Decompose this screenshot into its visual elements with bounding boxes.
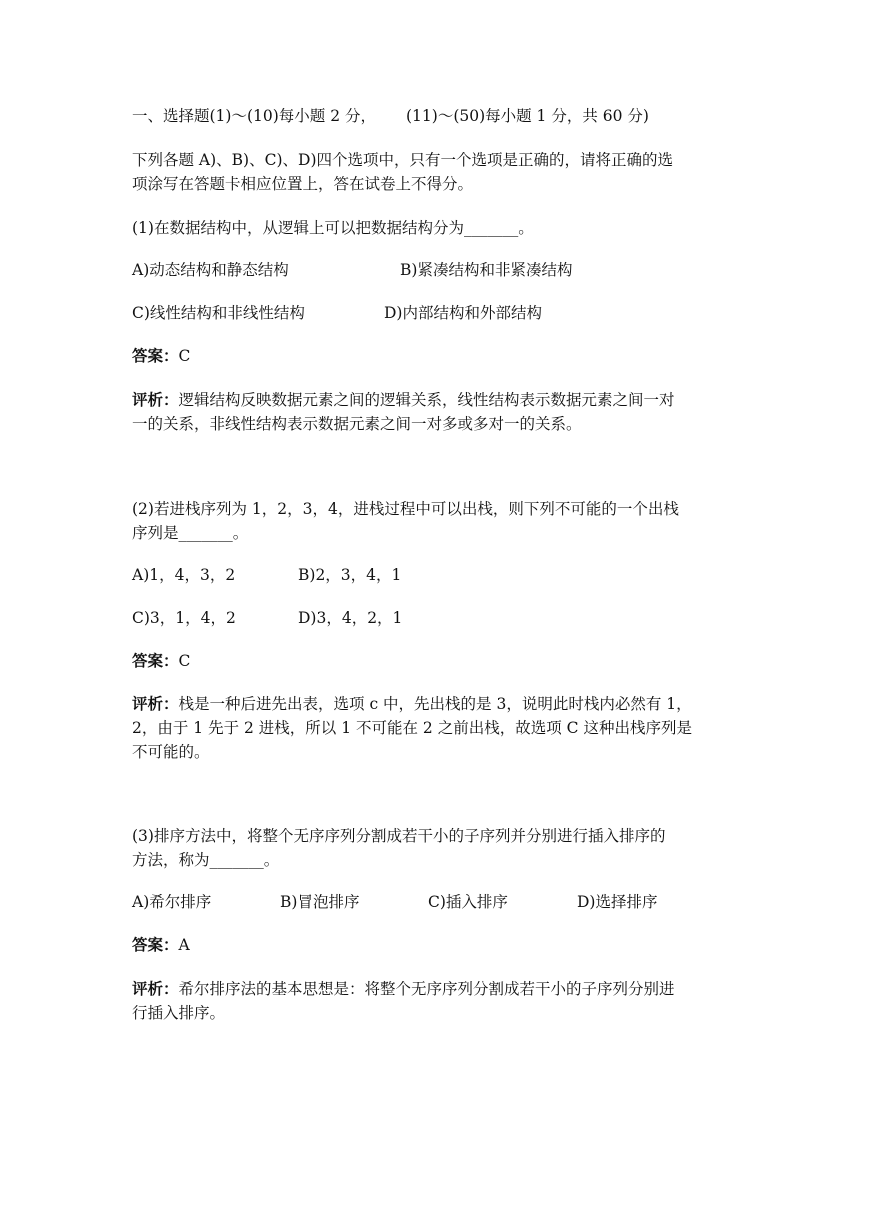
question-2-analysis-line-1 xyxy=(132,694,692,714)
question-2-option-b: B)2，3，4，1 xyxy=(298,566,402,584)
question-1-option-b: B)紧凑结构和非紧凑结构 xyxy=(400,261,573,279)
section-heading-part1: 一、选择题(1)～(10)每小题 2 分， xyxy=(132,107,376,125)
question-3-stem-line-1: (3)排序方法中，将整个无序序列分割成若干小的子序列并分别进行插入排序的 xyxy=(132,827,666,845)
question-2-answer xyxy=(132,651,190,671)
answer-label: 答案： xyxy=(132,652,179,670)
section-heading-part2: (11)～(50)每小题 1 分，共 60 分) xyxy=(406,107,649,125)
question-1-option-c: C)线性结构和非线性结构 xyxy=(132,304,305,322)
answer-value: A xyxy=(178,936,190,954)
question-1-option-d: D)内部结构和外部结构 xyxy=(384,304,542,322)
question-1-answer xyxy=(132,346,190,366)
analysis-text: 希尔排序法的基本思想是：将整个无序序列分割成若干小的子序列分别进 xyxy=(178,980,675,998)
question-1-option-a: A)动态结构和静态结构 xyxy=(132,261,289,279)
question-2-option-d: D)3，4，2，1 xyxy=(298,609,403,627)
question-2-option-a: A)1，4，3，2 xyxy=(132,566,236,584)
question-3-option-b: B)冒泡排序 xyxy=(280,893,360,911)
question-3-analysis-line-1 xyxy=(132,979,675,999)
question-3-analysis-line-2: 行插入排序。 xyxy=(132,1004,226,1022)
section-heading xyxy=(132,106,649,126)
question-3-stem-line-2: 方法，称为_______。 xyxy=(132,851,280,869)
question-2-stem-line-2: 序列是_______。 xyxy=(132,524,249,542)
question-2-option-c: C)3，1，4，2 xyxy=(132,609,236,627)
analysis-label: 评析： xyxy=(132,695,179,713)
analysis-text: 栈是一种后进先出表，选项 c 中，先出栈的是 3，说明此时栈内必然有 1， xyxy=(178,695,692,713)
answer-value: C xyxy=(178,652,191,670)
answer-label: 答案： xyxy=(132,347,179,365)
question-2-analysis-line-2: 2，由于 1 先于 2 进栈，所以 1 不可能在 2 之前出栈，故选项 C 这种出栈序列是 xyxy=(132,719,692,737)
question-1-analysis-line-1 xyxy=(132,390,675,410)
analysis-label: 评析： xyxy=(132,980,179,998)
answer-value: C xyxy=(178,347,191,365)
analysis-text: 逻辑结构反映数据元素之间的逻辑关系，线性结构表示数据元素之间一对 xyxy=(178,391,675,409)
question-3-option-c: C)插入排序 xyxy=(428,893,508,911)
question-3-option-d: D)选择排序 xyxy=(577,893,658,911)
question-3-answer xyxy=(132,935,190,955)
question-1-analysis-line-2: 一的关系，非线性结构表示数据元素之间一对多或多对一的关系。 xyxy=(132,415,582,433)
instruction-line-1: 下列各题 A)、B)、C)、D)四个选项中，只有一个选项是正确的，请将正确的选 xyxy=(132,151,673,169)
question-1-stem: (1)在数据结构中，从逻辑上可以把数据结构分为_______。 xyxy=(132,219,534,237)
question-2-analysis-line-3: 不可能的。 xyxy=(132,743,210,761)
analysis-label: 评析： xyxy=(132,391,179,409)
question-3-option-a: A)希尔排序 xyxy=(132,893,212,911)
answer-label: 答案： xyxy=(132,936,179,954)
instruction-line-2: 项涂写在答题卡相应位置上，答在试卷上不得分。 xyxy=(132,175,474,193)
question-2-stem-line-1: (2)若进栈序列为 1，2，3，4，进栈过程中可以出栈，则下列不可能的一个出栈 xyxy=(132,500,679,518)
